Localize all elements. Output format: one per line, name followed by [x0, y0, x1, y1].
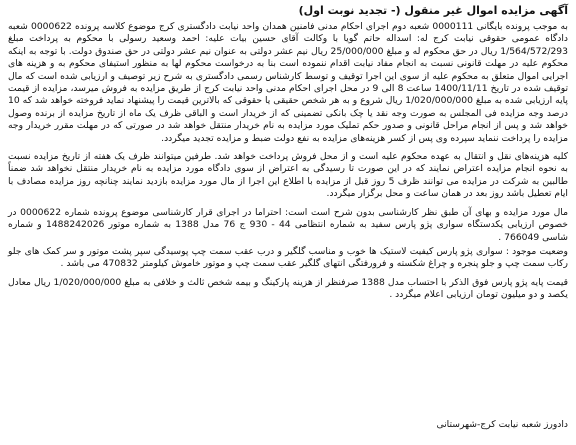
notice-signature: دادورز شعبه نیابت کرج-شهرستانی [436, 418, 568, 430]
notice-paragraph-expert-opinion: مال مورد مزایده و بهای آن طبق نظر کارشناسی بدون شرح است است: احتراما در اجرای قرار کارشناسی موضوع پرونده شماره 0000622 در خصوص ارزیابی یکدستگاه سواری پژو پارس سفید به شماره انتظامی 44 - 930 ج 76 مدل 1388 به شماره موتور 1488242026 و شماره شاسی 766049 . [8, 206, 568, 243]
auction-notice [8, 4, 568, 437]
notice-paragraph-base-price: قیمت پایه پژو پارس فوق الذکر با احتساب مدل 1388 صرفنظر از هزینه پارکینگ و بیمه شخص ثالث و خلافی به مبلغ 1/020/000/000 ریال معادل یکصد و دو میلیون تومان ارزیابی اعلام میگردد . [8, 276, 568, 301]
notice-paragraph-transfer-costs: کلیه هزینه‌های نقل و انتقال به عهده محکوم علیه است و از محل فروش پرداخت خواهد شد. طرفین میتوانند ظرف یک هفته از تاریخ مزایده نسبت به نحوه انجام مزایده اعتراض نمایند که در این صورت تا رسیدگی به اعتراض از سوی دادگاه مورد مزایده به نام خریدار منتقل نخواهد شد ضمناً طالبین به شرکت در مزایده می توانند ظرف 5 روز قبل از مزایده با اطلاع این اجرا از مال مورد مزایده بازدید نمایند چنانچه روز مزایده مصادف با ایام تعطیل باشد روز بعد در همان ساعت و محل برگزار میگردد. [8, 151, 569, 200]
notice-paragraph-case-details: به موجب پرونده بایگانی 0000111 شعبه دوم اجرای احکام مدنی فامنین همدان واحد نیابت دادگستری کرج موضوع کلاسه پرونده 0000622 شعبه دادگاه عمومی حقوقی نیابت کرج له: اسداله حاتم گویا با وکالت آقای حسین بیات علیه: احمد وسعید رسولی با محکوم به پرداخت مبلغ 1/564/572/293 ریال در حق محکوم له و مبلغ 25/000/000 ریال نیم عشر دولتی به عنوان نیم عشر دولتی در حق صندوق دولت. با توجه به اینکه محکوم علیه در مهلت قانونی نسبت به انجام مفاد نیابت اقدام ننموده است بنا به درخواست محکوم لها به منظور استیفای محکوم به و هزینه های اجرایی اموال متعلق به محکوم علیه از سوی این اجرا توقیف و توسط کارشناس رسمی دادگستری به شرح زیر توصیف و ارزیابی شده است که مال توقیف شده در تاریخ 1400/11/11 ساعت 8 الی 9 در محل اجرای احکام مدنی واحد نیابت کرج از طریق مزایده به فروش میرسد، مزایده از قیمت پایه ارزیابی شده به مبلغ 1/020/000/000 ریال شروع و به هر شخص حقیقی یا حقوقی که بالاترین قیمت را پیشنهاد نماید فروخته خواهد شد که 10 درصد وجه مزایده فی المجلس به صورت وجه نقد یا چک بانکی تضمینی که از خریدار است و الباقی ظرف یک ماه از تاریخ مزایده از برنده وصول خواهد شد و پس از انجام مراحل قانونی و صدور حکم تملیک مورد مزایده به نام خریدار منتقل خواهد شد در صورتی که در مهلت مقرر خریدار وجه مزایده را پرداخت ننماید سپرده وی پس از کسر هزینه‌های مزایده به نفع دولت ضبط و مزایده تجدید میگردد. [8, 21, 569, 144]
notice-paragraph-vehicle-condition: وضعیت موجود : سواری پژو پارس کیفیت لاستیک ها خوب و مناسب گلگیر و درب عقب سمت چپ پوسیدگی سپر پشت موتور و سر کمک های جلو رکاب سمت چپ و جلو پنجره و چراغ شکسته و فرورفتگی انتهای گلگیر عقب سمت چپ و موتور خاموش کیلومتر 470832 می باشد . [8, 245, 568, 270]
notice-title: آگهی مزایده اموال غیر منقول (- تجدید نوبت اول) [298, 4, 568, 17]
